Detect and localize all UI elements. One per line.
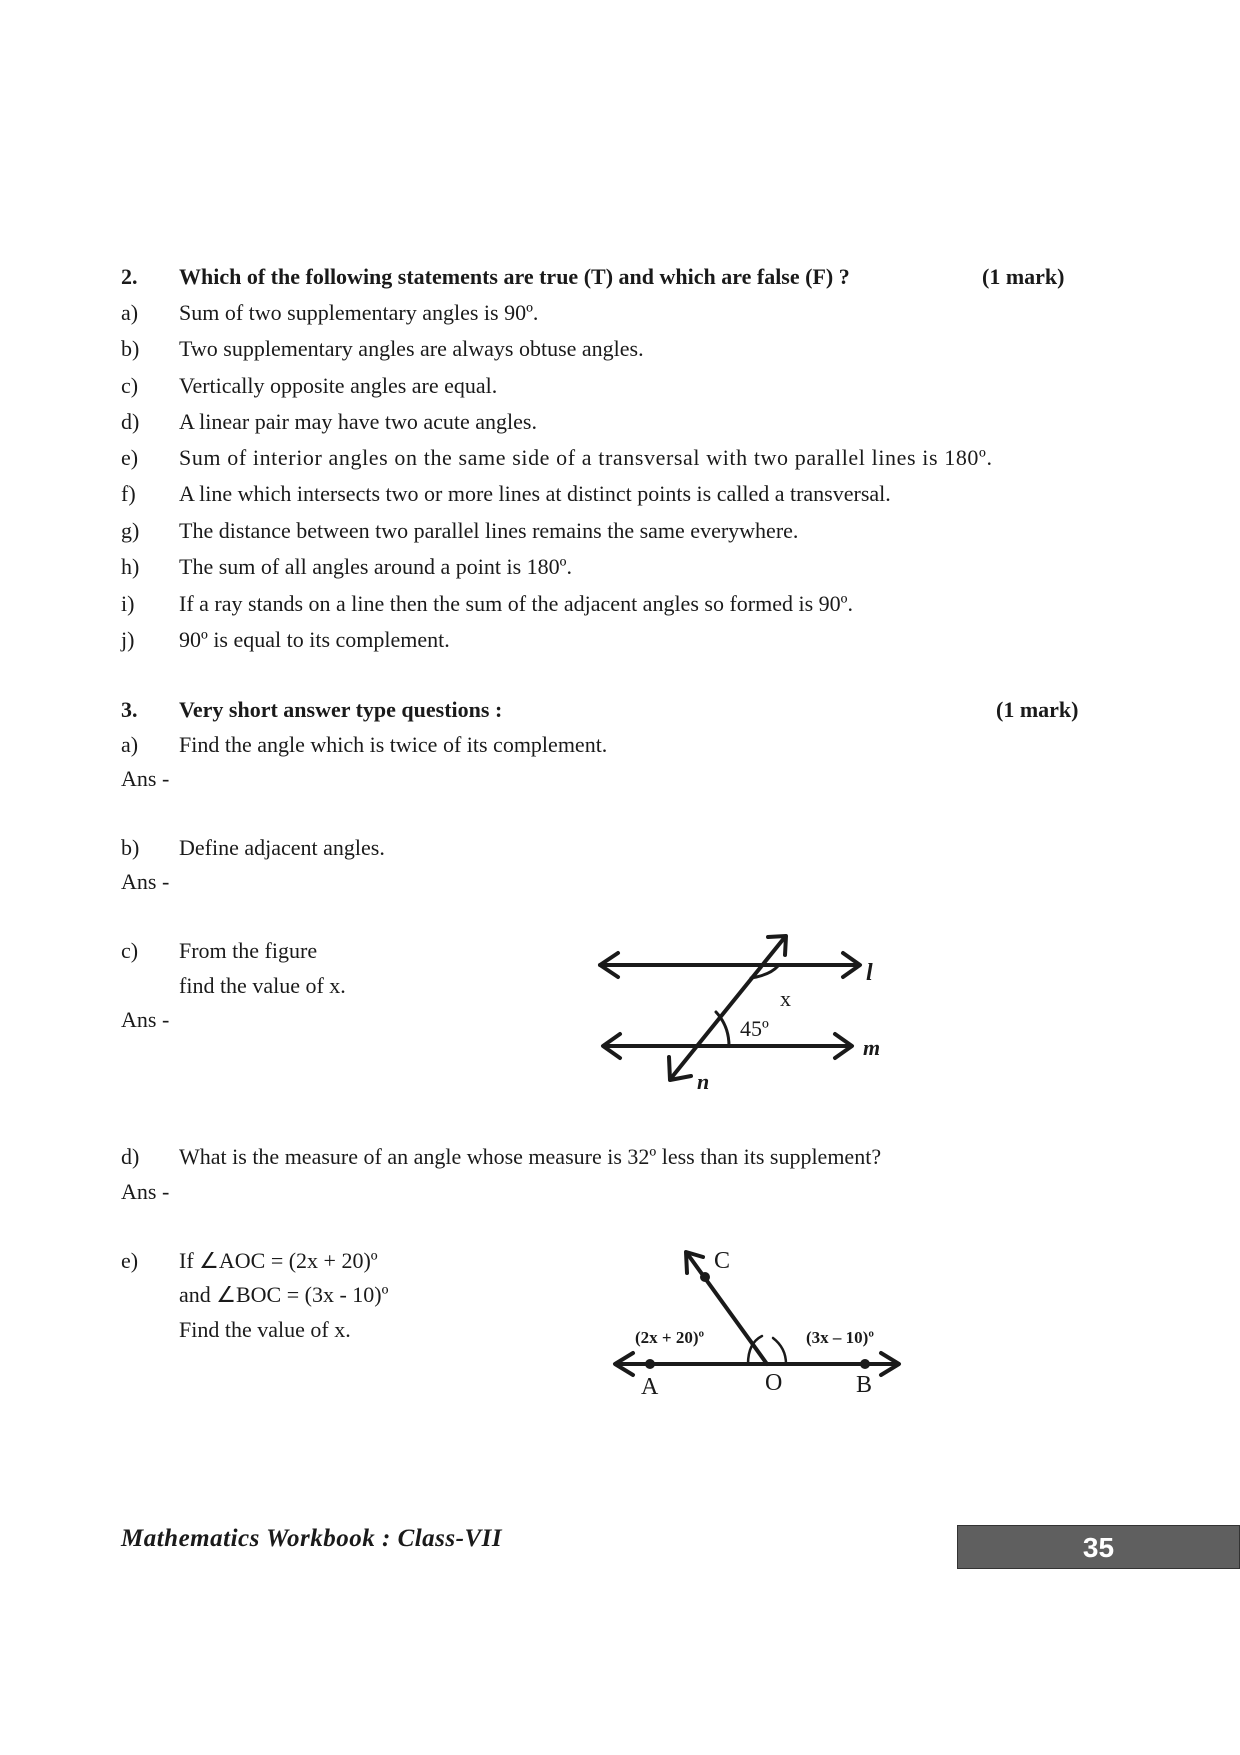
item-label: b): [121, 336, 140, 361]
q3-c: [121, 936, 1140, 966]
item-label: i): [121, 591, 135, 616]
item-label: a): [121, 732, 139, 757]
q2-header: [121, 262, 1140, 292]
item-text: find the value of x.: [179, 973, 346, 998]
page-number: 35: [957, 1525, 1240, 1569]
label-c: C: [714, 1248, 731, 1274]
q3-e: [121, 1246, 1140, 1276]
label-m: m: [863, 1035, 881, 1060]
item-text: The distance between two parallel lines remains the same everywhere.: [179, 518, 799, 543]
q3-d: [121, 1142, 1140, 1172]
q2-item: [121, 479, 1140, 509]
q3-e-line3: [121, 1315, 1140, 1345]
label-angle-boc: (3x – 10)º: [806, 1328, 874, 1347]
item-text: If ∠AOC = (2x + 20)º: [179, 1248, 378, 1273]
q3-number: 3.: [121, 697, 138, 722]
arrowhead-icon: [881, 1353, 899, 1375]
item-label: h): [121, 554, 140, 579]
q3-b: [121, 833, 1140, 863]
item-text: 90º is equal to its complement.: [179, 627, 450, 652]
angle-45-arc: [716, 1012, 729, 1046]
point-a: [645, 1359, 655, 1369]
q3-a: [121, 730, 1140, 760]
label-x: x: [780, 986, 791, 1011]
label-angle-aoc: (2x + 20)º: [635, 1328, 705, 1347]
item-text: What is the measure of an angle whose measure is 32º less than its supplement?: [179, 1144, 882, 1169]
item-text: If a ray stands on a line then the sum of the adjacent angles so formed is 90º.: [179, 591, 853, 616]
item-label: c): [121, 373, 139, 398]
item-text: Two supplementary angles are always obtuse angles.: [179, 336, 644, 361]
item-label: d): [121, 1144, 140, 1169]
q2-item: [121, 407, 1140, 437]
label-n: n: [697, 1069, 710, 1094]
label-o: O: [765, 1370, 783, 1396]
q2-marks: (1 mark): [982, 264, 1065, 289]
item-text: Sum of two supplementary angles is 90º.: [179, 300, 539, 325]
arrowhead-icon: [835, 1034, 852, 1058]
item-label: d): [121, 409, 140, 434]
item-text: Vertically opposite angles are equal.: [179, 373, 498, 398]
answer-label: Ans -: [121, 869, 170, 894]
q3-e-line2: [121, 1280, 1140, 1310]
label-a: A: [641, 1374, 659, 1400]
item-label: j): [121, 627, 135, 652]
label-b: B: [856, 1372, 873, 1398]
item-label: e): [121, 445, 139, 470]
answer-label: Ans -: [121, 1007, 170, 1032]
item-label: f): [121, 481, 136, 506]
arrowhead-icon: [615, 1353, 633, 1375]
item-label: a): [121, 300, 139, 325]
answer-label: Ans -: [121, 766, 170, 791]
item-text: A line which intersects two or more lines at distinct points is called a transversal.: [179, 481, 891, 506]
label-45: 45º: [740, 1016, 769, 1041]
item-text: Sum of interior angles on the same side of a transversal with two parallel lines is 180º.: [179, 445, 993, 470]
item-text: From the figure: [179, 938, 318, 963]
item-text: A linear pair may have two acute angles.: [179, 409, 537, 434]
footer-book-title: Mathematics Workbook : Class-VII: [121, 1525, 503, 1552]
item-text: Find the value of x.: [179, 1317, 351, 1342]
item-label: e): [121, 1248, 139, 1273]
item-text: Find the angle which is twice of its complement.: [179, 732, 608, 757]
q2-item: [121, 298, 1140, 328]
q3-title: Very short answer type questions :: [179, 697, 503, 722]
q3-header: [121, 695, 1140, 725]
arrowhead-icon: [603, 1034, 620, 1058]
q2-item: [121, 516, 1140, 546]
q2-number: 2.: [121, 264, 138, 289]
q3-c-line2: [121, 971, 1140, 1001]
item-text: and ∠BOC = (3x - 10)º: [179, 1282, 389, 1307]
q2-item: [121, 443, 1140, 473]
item-label: c): [121, 938, 139, 963]
item-label: g): [121, 518, 140, 543]
item-text: Define adjacent angles.: [179, 835, 385, 860]
label-l: l: [866, 960, 873, 986]
item-label: b): [121, 835, 140, 860]
answer-label: Ans -: [121, 1179, 170, 1204]
q2-item: [121, 589, 1140, 619]
q2-item: [121, 552, 1140, 582]
point-b: [860, 1359, 870, 1369]
arrowhead-icon: [669, 1057, 691, 1080]
q2-item: [121, 334, 1140, 364]
q2-item: [121, 625, 1140, 655]
q2-item: [121, 371, 1140, 401]
item-text: The sum of all angles around a point is 180º.: [179, 554, 572, 579]
q2-title: Which of the following statements are true (T) and which are false (F) ?: [179, 264, 850, 289]
q3-marks: (1 mark): [996, 697, 1079, 722]
